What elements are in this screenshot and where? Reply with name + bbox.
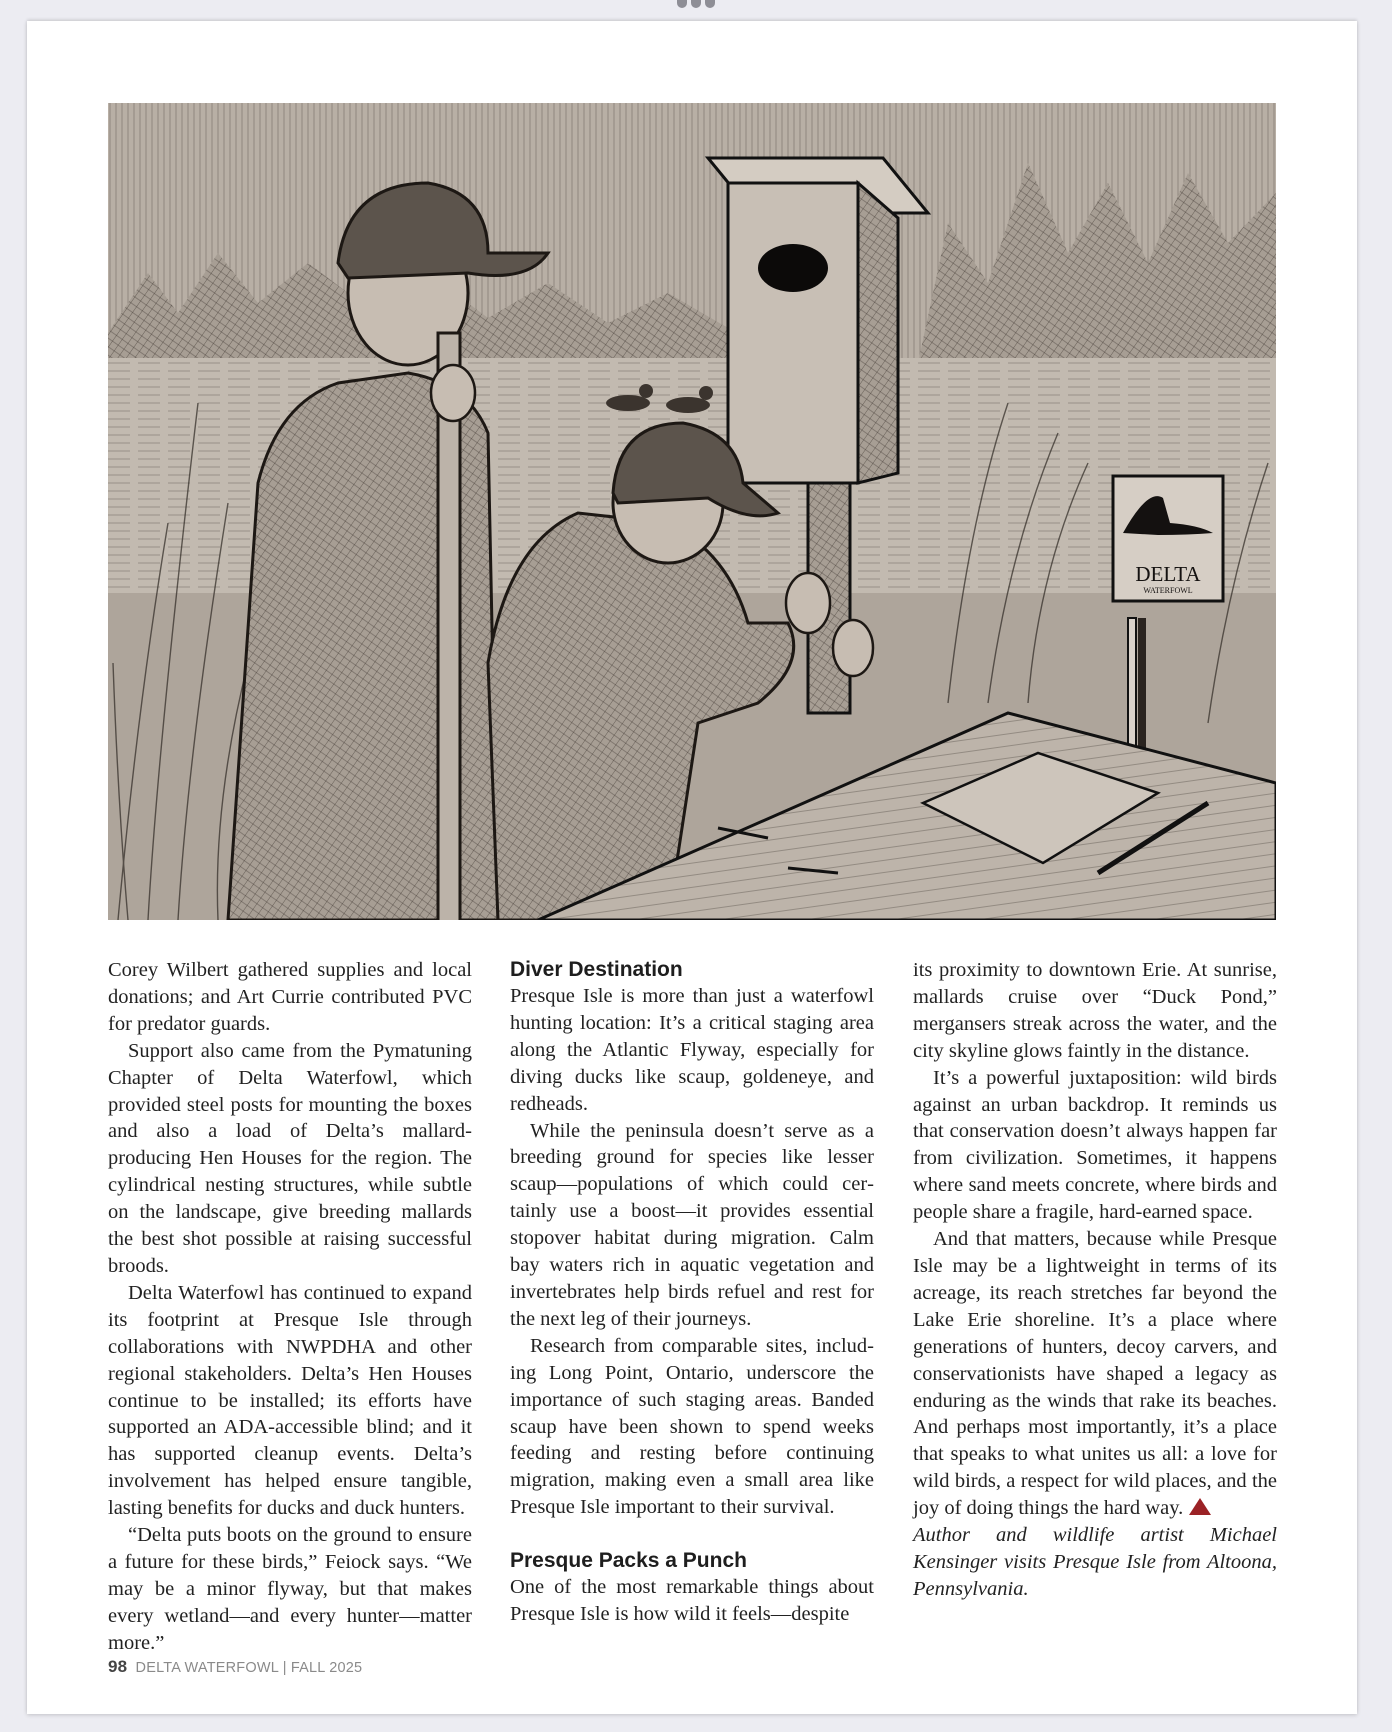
footer-separator: |	[282, 1660, 287, 1676]
paragraph: While the peninsula doesn’t serve as a breeding ground for species like lesser scaup—populations of which could certainly use a boost—it provides essential stopover habitat during migration. Calm bay waters rich in aquatic vegetation and invertebrates help birds refuel and rest for the next leg of their journeys.	[510, 1119, 874, 1330]
drag-dot	[691, 0, 701, 8]
paragraph: Delta Waterfowl has continued to expand its footprint at Presque Isle through collaborations with NWPDHA and other regional stakeholders. Delta’s Hen Houses continue to be installed; its efforts have supported an ADA-accessible blind; and it has supported cleanup events. Delta’s involvement has helped ensure tangible, lasting benefits for ducks and duck hunters.	[108, 1281, 472, 1520]
issue-date: FALL 2025	[290, 1660, 363, 1676]
column-1	[108, 957, 472, 1657]
paragraph: Support also came from the Pymatuning Chapter of Delta Waterfowl, which provided steel posts for mounting the boxes and also a load of Delta’s mallard-producing Hen Houses for the region. The cylindrical nesting structures, while subtle on the landscape, give breeding mallards the best shot possible at raising successful broods.	[108, 1039, 472, 1277]
publication-name: DELTA WATERFOWL	[135, 1660, 279, 1676]
window-drag-handle[interactable]	[671, 0, 721, 8]
section-heading-diver-destination: Diver Destination	[510, 958, 683, 981]
triangle-end-mark-icon	[1189, 1498, 1211, 1515]
page-number: 98	[108, 1657, 128, 1676]
paragraph: One of the most remarkable things about Presque Isle is how wild it feels—despite	[510, 1576, 874, 1626]
drag-dot	[677, 0, 687, 8]
author-bio: Author and wildlife artist Michael Kensinger visits Presque Isle from Altoona, Pennsylvania.	[913, 1524, 1277, 1600]
sign-subtext: WATERFOWL	[1143, 586, 1193, 595]
section-heading-presque-packs-a-punch: Presque Packs a Punch	[510, 1549, 747, 1573]
paragraph: “Delta puts boots on the ground to ensure a future for these birds,” Feiock says. “We may be a minor flyway, but that makes every wetland—and every hunter—matter more.”	[108, 1524, 472, 1654]
paragraph: Corey Wilbert gathered supplies and local donations; and Art Currie contributed PVC for predator guards.	[108, 959, 472, 1035]
sign-text: DELTA	[1135, 562, 1201, 586]
paragraph: Presque Isle is more than just a waterfowl hunting location: It’s a critical staging area along the Atlantic Flyway, especially for diving ducks like scaup, goldeneye, and redheads.	[510, 985, 874, 1115]
magazine-page	[27, 21, 1357, 1714]
drag-dot	[705, 0, 715, 8]
paragraph-text: And that matters, because while Presque Isle may be a lightweight in terms of its acreage, its reach stretches far beyond the Lake Erie shoreline. It’s a place where generations of hunters, decoy carvers, and conservationists have shaped a legacy as enduring as the winds that rake its beaches. And perhaps most importantly, it’s a place that speaks to what unites us all: a love for wild birds, a respect for wild places, and the joy of doing things the hard way.	[913, 1228, 1277, 1520]
illustration	[108, 103, 1276, 920]
column-3	[913, 957, 1277, 1603]
paragraph: Research from comparable sites, including Long Point, Ontario, underscore the importance of such staging areas. Banded scaup have been shown to spend weeks feeding and resting before continuing migration, making even a small area like Presque Isle important to their survival.	[510, 1334, 874, 1519]
paragraph: its proximity to downtown Erie. At sunrise, mallards cruise over “Duck Pond,” mergansers streak across the water, and the city skyline glows faintly in the distance.	[913, 959, 1277, 1062]
pen-and-ink-drawing	[108, 103, 1276, 920]
paragraph: It’s a powerful juxtaposition: wild birds against an urban backdrop. It reminds us that conservation doesn’t always happen far from civilization. Sometimes, it happens where sand meets concrete, where birds and people share a fragile, hard-earned space.	[913, 1066, 1277, 1224]
page-footer	[108, 1657, 362, 1677]
paragraph	[913, 1226, 1277, 1522]
column-2	[510, 957, 874, 1628]
